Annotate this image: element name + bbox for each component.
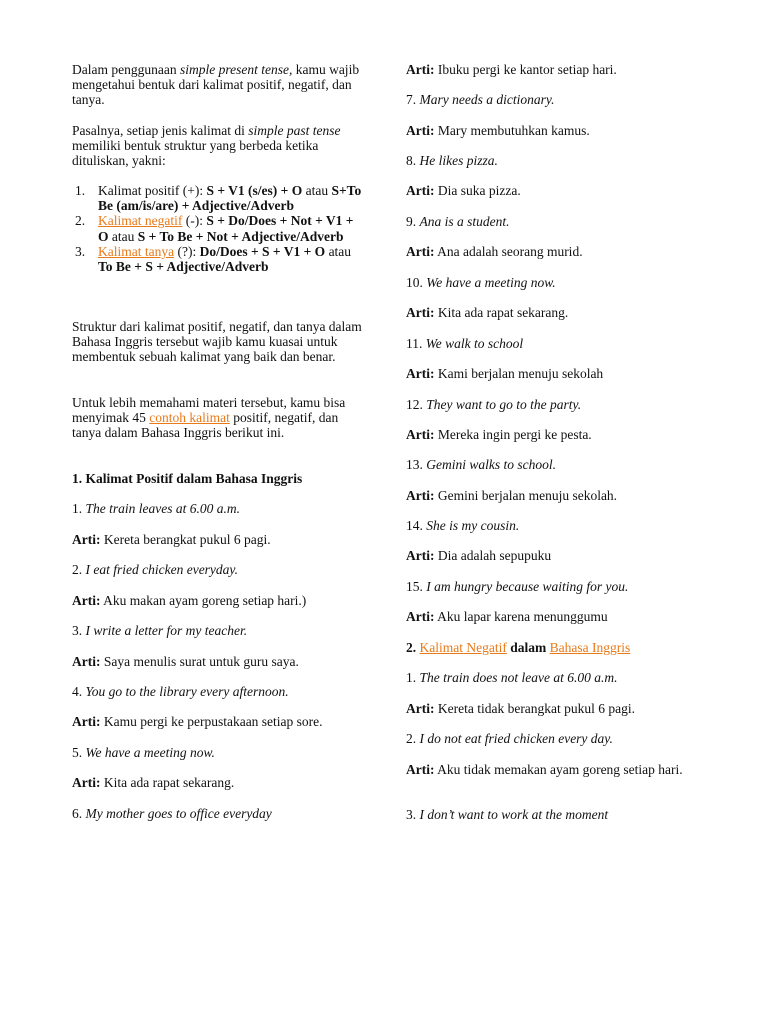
example-number: 5. — [72, 745, 86, 760]
example-sentence — [406, 275, 706, 290]
example-number: 4. — [72, 684, 86, 699]
translation-text: Aku makan ayam goreng setiap hari.) — [100, 593, 307, 608]
example-sentence — [72, 623, 364, 638]
translation-text: Saya menulis surat untuk guru saya. — [100, 654, 299, 669]
example-sentence — [406, 579, 706, 594]
heading-connector: dalam — [506, 640, 550, 655]
translation-text: Kereta berangkat pukul 6 pagi. — [100, 532, 271, 547]
example-number: 2. — [406, 731, 420, 746]
translation-text: Aku lapar karena menunggumu — [434, 609, 608, 624]
example-number: 3. — [72, 623, 86, 638]
example-number: 2. — [72, 562, 86, 577]
list-item-negative — [72, 213, 364, 243]
translation — [72, 654, 364, 669]
example-number: 8. — [406, 153, 420, 168]
translation — [406, 62, 706, 77]
translation-label: Arti: — [72, 532, 101, 547]
list-item-positive — [72, 183, 364, 213]
translation-label: Arti: — [406, 366, 435, 381]
example-sentence — [72, 562, 364, 577]
list-item-question — [72, 244, 364, 274]
translation-text: Ibuku pergi ke kantor setiap hari. — [434, 62, 617, 77]
example-number: 9. — [406, 214, 420, 229]
paragraph-examples — [72, 395, 364, 441]
list-label: (?): — [174, 243, 200, 259]
example-sentence — [406, 457, 706, 472]
translation — [72, 775, 364, 790]
link-kalimat-negatif[interactable]: Kalimat negatif — [98, 213, 183, 229]
example-text: She is my cousin. — [426, 518, 520, 533]
paragraph-structure: Struktur dari kalimat positif, negatif, dan tanya dalam Bahasa Inggris tersebut wajib kamu kuasai untuk membentuk sebuah kalimat yang baik dan benar. — [72, 319, 362, 365]
translation-label: Arti: — [406, 548, 435, 563]
translation — [406, 183, 706, 198]
translation — [406, 123, 706, 138]
example-text: They want to go to the party. — [426, 397, 582, 412]
translation-text: Kami berjalan menuju sekolah — [434, 366, 604, 381]
example-number: 7. — [406, 92, 420, 107]
formula: Do/Does + S + V1 + O — [199, 243, 326, 259]
list-connector: atau — [325, 243, 352, 259]
translation-label: Arti: — [406, 488, 435, 503]
heading-negative — [406, 640, 706, 655]
translation-label: Arti: — [406, 183, 435, 198]
translation-text: Kereta tidak berangkat pukul 6 pagi. — [434, 701, 636, 716]
example-sentence — [406, 731, 706, 746]
example-number: 12. — [406, 397, 427, 412]
example-number: 1. — [72, 501, 86, 516]
example-text: Gemini walks to school. — [426, 457, 556, 472]
example-sentence — [406, 518, 706, 533]
translation-text: Mereka ingin pergi ke pesta. — [434, 427, 592, 442]
example-text: The train leaves at 6.00 a.m. — [85, 501, 240, 516]
heading-positive: 1. Kalimat Positif dalam Bahasa Inggris — [72, 471, 303, 486]
example-text: He likes pizza. — [419, 153, 498, 168]
translation-label: Arti: — [406, 62, 435, 77]
translation-label: Arti: — [72, 654, 101, 669]
example-sentence — [72, 684, 364, 699]
example-text: I don’t want to work at the moment — [419, 807, 609, 822]
list-connector: atau — [108, 228, 138, 244]
translation — [406, 488, 706, 503]
translation — [406, 427, 706, 442]
sentence-structure-list — [72, 183, 364, 274]
formula: S + V1 (s/es) + O — [206, 183, 303, 198]
structure-text-end: memiliki bentuk struktur yang berbeda ketika dituliskan, yakni: — [72, 138, 319, 169]
formula: To Be + S + Adjective/Adverb — [98, 259, 269, 275]
example-number: 6. — [72, 806, 86, 821]
structure-paragraph — [72, 123, 364, 169]
link-kalimat-tanya[interactable]: Kalimat tanya — [98, 243, 175, 259]
translation-label: Arti: — [406, 244, 435, 259]
link-bahasa-inggris[interactable]: Bahasa Inggris — [549, 640, 631, 655]
structure-text: Pasalnya, setiap jenis kalimat di — [72, 123, 249, 138]
example-text: Ana is a student. — [419, 214, 510, 229]
formula: S+To Be (am/is/are) + Adjective/Adverb — [98, 183, 362, 214]
translation-label: Arti: — [406, 305, 435, 320]
example-text: I do not eat fried chicken every day. — [419, 731, 613, 746]
formula: S + To Be + Not + Adjective/Adverb — [137, 228, 344, 244]
translation-label: Arti: — [406, 427, 435, 442]
example-text: You go to the library every afternoon. — [85, 684, 289, 699]
structure-term: simple past tense — [248, 123, 341, 138]
translation-text: Kamu pergi ke perpustakaan setiap sore. — [100, 714, 323, 729]
translation-text: Dia suka pizza. — [434, 183, 521, 198]
example-number: 10. — [406, 275, 427, 290]
example-number: 11. — [406, 336, 426, 351]
example-number: 15. — [406, 579, 427, 594]
examples-text-end: positif, negatif, dan tanya dalam Bahasa Inggris berikut ini. — [72, 410, 339, 441]
translation — [72, 714, 364, 729]
translation-label: Arti: — [406, 609, 435, 624]
translation — [406, 609, 706, 624]
translation-text: Mary membutuhkan kamus. — [434, 123, 590, 138]
translation-label: Arti: — [406, 701, 435, 716]
example-text: The train does not leave at 6.00 a.m. — [419, 670, 618, 685]
intro-term: simple present tense, — [179, 62, 293, 77]
example-sentence — [406, 807, 706, 822]
example-text: We walk to school — [425, 336, 524, 351]
translation-text: Kita ada rapat sekarang. — [100, 775, 235, 790]
example-sentence — [406, 153, 706, 168]
examples-text: Untuk lebih memahami materi tersebut, kamu bisa menyimak 45 — [72, 395, 346, 426]
example-sentence — [72, 806, 364, 821]
list-connector: atau — [302, 183, 332, 198]
formula: S + Do/Does + Not + V1 + O — [98, 213, 354, 244]
example-number: 14. — [406, 518, 427, 533]
heading-number: 2. — [406, 640, 420, 655]
example-text: We have a meeting now. — [426, 275, 556, 290]
translation-label: Arti: — [72, 714, 101, 729]
link-contoh-kalimat[interactable]: contoh kalimat — [149, 410, 230, 426]
translation — [406, 701, 706, 716]
translation — [72, 532, 364, 547]
intro-text: Dalam penggunaan — [72, 62, 180, 77]
translation-text: Ana adalah seorang murid. — [434, 244, 583, 259]
example-sentence — [406, 92, 706, 107]
translation — [406, 244, 706, 259]
example-sentence — [406, 336, 706, 351]
intro-paragraph — [72, 62, 364, 108]
translation-text: Gemini berjalan menuju sekolah. — [434, 488, 618, 503]
list-number: 2. — [75, 213, 86, 229]
example-sentence — [72, 745, 364, 760]
translation-text: Dia adalah sepupuku — [434, 548, 552, 563]
translation — [406, 548, 706, 563]
translation-text: Kita ada rapat sekarang. — [434, 305, 569, 320]
example-number: 1. — [406, 670, 420, 685]
translation-label: Arti: — [72, 593, 101, 608]
translation — [72, 593, 364, 608]
translation — [406, 366, 706, 381]
translation — [406, 762, 696, 777]
translation-label: Arti: — [72, 775, 101, 790]
translation-text: Aku tidak memakan ayam goreng setiap hari. — [434, 762, 683, 777]
example-text: Mary needs a dictionary. — [419, 92, 555, 107]
list-label: Kalimat positif (+): — [98, 183, 207, 198]
example-text: I am hungry because waiting for you. — [426, 579, 629, 594]
example-text: We have a meeting now. — [85, 745, 215, 760]
list-number: 1. — [75, 183, 86, 198]
translation-label: Arti: — [406, 762, 435, 777]
intro-text-end: kamu wajib mengetahui bentuk dari kalimat positif, negatif, dan tanya. — [72, 62, 360, 108]
example-sentence — [406, 670, 706, 685]
example-text: My mother goes to office everyday — [85, 806, 272, 821]
example-number: 3. — [406, 807, 420, 822]
link-kalimat-negatif-heading[interactable]: Kalimat Negatif — [419, 640, 507, 655]
example-sentence — [406, 397, 706, 412]
list-number: 3. — [75, 243, 86, 259]
example-text: I write a letter for my teacher. — [85, 623, 248, 638]
translation-label: Arti: — [406, 123, 435, 138]
example-text: I eat fried chicken everyday. — [85, 562, 239, 577]
example-sentence — [72, 501, 364, 516]
translation — [406, 305, 706, 320]
example-sentence — [406, 214, 706, 229]
list-label: (-): — [182, 213, 207, 229]
example-number: 13. — [406, 457, 427, 472]
